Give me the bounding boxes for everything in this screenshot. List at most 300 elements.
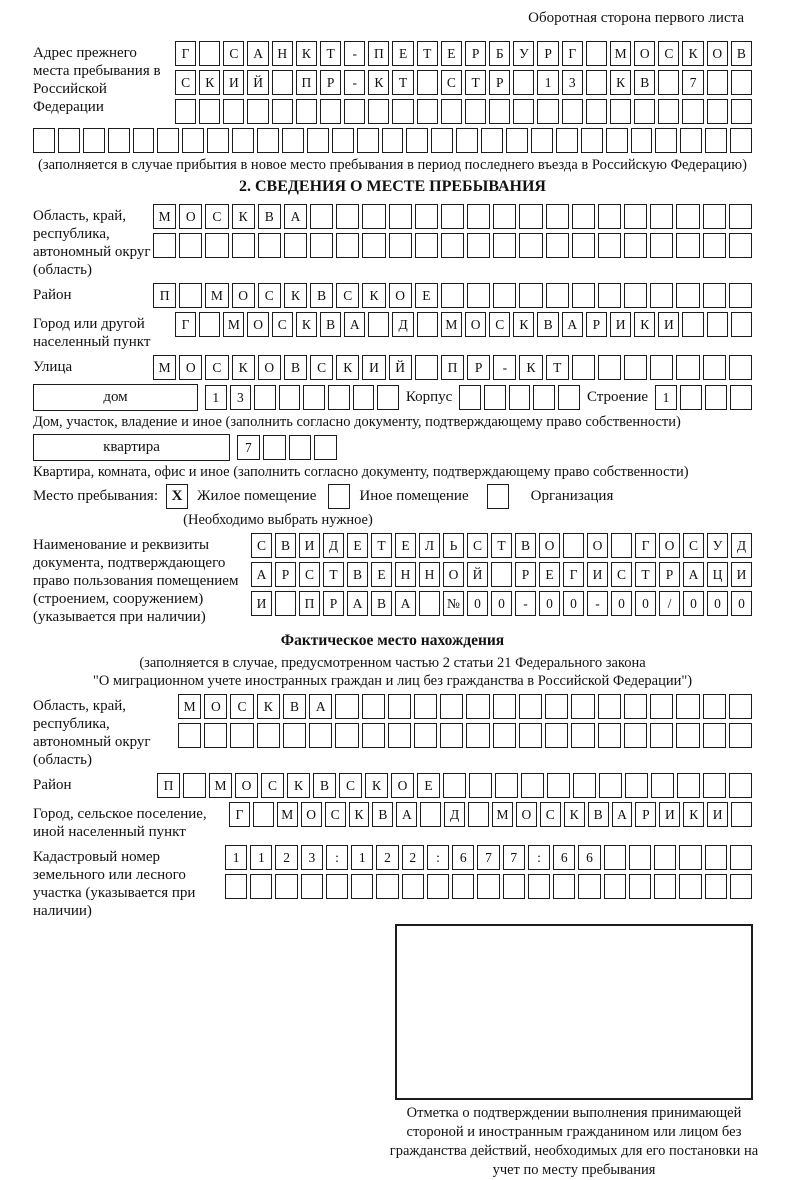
other-premises-checkbox [328,484,350,509]
char-box [441,204,464,229]
ownership-document-row-3 [251,591,752,616]
char-box [415,233,438,258]
char-box: В [537,312,558,337]
char-box [572,204,595,229]
char-box [253,802,274,827]
region-label: Область, край, республика, автономный округ (область) [33,208,151,278]
char-box [546,204,569,229]
char-box: 1 [351,845,373,870]
char-box [682,312,703,337]
char-box: Т [491,533,512,558]
char-box: С [441,70,462,95]
char-box [382,128,404,153]
char-box [604,874,626,899]
char-box: А [284,204,307,229]
char-box: : [528,845,550,870]
char-box: К [287,773,310,798]
char-box [546,233,569,258]
char-box [729,694,752,719]
char-box: С [611,562,632,587]
house-row [33,384,752,411]
char-box: - [587,591,608,616]
other-premises-option-label: Иное помещение [359,488,469,504]
char-box: - [515,591,536,616]
char-box [519,233,542,258]
char-box: А [612,802,633,827]
apartment-note: Квартира, комната, офис и иное (заполнить согласно документу, подтверждающему право собственности) [33,464,689,480]
region-row-1 [153,204,752,229]
char-box [441,99,462,124]
char-box: К [682,41,703,66]
char-box: - [344,70,365,95]
char-box [175,99,196,124]
char-box [563,533,584,558]
char-box [283,723,306,748]
char-box [604,845,626,870]
char-box: А [562,312,583,337]
char-box: Г [562,41,583,66]
char-box [481,128,503,153]
house-number-boxes [205,385,399,410]
char-box: К [336,355,359,380]
char-box [257,128,279,153]
char-box [731,802,752,827]
char-box [650,204,673,229]
char-box [676,233,699,258]
char-box [677,773,700,798]
char-box [493,723,516,748]
char-box [377,385,399,410]
char-box: В [731,41,752,66]
char-box: В [320,312,341,337]
char-box [705,845,727,870]
char-box [417,312,438,337]
char-box [493,233,516,258]
char-box [624,283,647,308]
char-box [388,723,411,748]
district-label: Район [33,287,72,303]
char-box [703,204,726,229]
char-box [578,874,600,899]
city-block [33,312,752,351]
char-box [606,128,628,153]
organization-checkbox [487,484,509,509]
char-box: О [247,312,268,337]
char-box: О [539,533,560,558]
char-box: 2 [402,845,424,870]
char-box: М [153,204,176,229]
char-box: С [223,41,244,66]
char-box [443,773,466,798]
char-box: Р [467,355,490,380]
char-box: Г [635,533,656,558]
street-row [153,355,752,380]
char-box: Р [489,70,510,95]
char-box [326,874,348,899]
previous-address-label: Адрес прежнего места пребывания в Российской Федерации [33,45,161,115]
char-box [624,694,647,719]
char-box: М [277,802,298,827]
char-box [310,233,333,258]
char-box: О [204,694,227,719]
char-box: С [325,802,346,827]
stay-type-row [33,484,752,509]
char-box: В [515,533,536,558]
char-box [705,128,727,153]
char-box [427,874,449,899]
residential-option-label: Жилое помещение [197,488,317,504]
char-box: Р [659,562,680,587]
char-box: М [441,312,462,337]
apartment-number-boxes [237,435,337,460]
char-box [572,283,595,308]
char-box: К [513,312,534,337]
char-box: С [299,562,320,587]
char-box: Р [586,312,607,337]
char-box [599,773,622,798]
char-box [230,723,253,748]
char-box: Т [323,562,344,587]
char-box: М [223,312,244,337]
ownership-document-row-2 [251,562,752,587]
char-box [528,874,550,899]
char-box: Е [347,533,368,558]
char-box: Р [537,41,558,66]
char-box: К [296,312,317,337]
char-box [598,233,621,258]
char-box [703,233,726,258]
char-box [573,773,596,798]
char-box [33,128,55,153]
char-box: П [299,591,320,616]
char-box [676,283,699,308]
char-box [493,204,516,229]
char-box: У [513,41,534,66]
char-box: Т [320,41,341,66]
char-box [440,723,463,748]
char-box: К [368,70,389,95]
char-box [419,591,440,616]
char-box: В [371,591,392,616]
char-box [729,355,752,380]
char-box: О [258,355,281,380]
char-box [558,385,580,410]
char-box: А [396,802,417,827]
char-box [650,694,673,719]
previous-address-row-1 [175,41,752,66]
char-box [357,128,379,153]
region-block [33,204,752,279]
char-box [336,204,359,229]
char-box [509,385,531,410]
char-box: И [587,562,608,587]
char-box [58,128,80,153]
char-box: О [301,802,322,827]
char-box [310,204,333,229]
char-box [441,283,464,308]
char-box: П [296,70,317,95]
actual-city-block [33,802,752,841]
char-box [250,874,272,899]
char-box [247,99,268,124]
char-box [676,723,699,748]
char-box [440,694,463,719]
char-box [232,128,254,153]
char-box [182,128,204,153]
char-box: 7 [503,845,525,870]
char-box [353,385,375,410]
char-box [468,802,489,827]
char-box [676,204,699,229]
char-box: Й [389,355,412,380]
char-box: С [489,312,510,337]
char-box: И [659,802,680,827]
char-box: О [235,773,258,798]
char-box [179,233,202,258]
char-box [272,99,293,124]
char-box [275,874,297,899]
char-box [489,99,510,124]
actual-district-label: Район [33,777,72,793]
char-box [362,233,385,258]
char-box [625,773,648,798]
char-box [655,128,677,153]
char-box [545,723,568,748]
char-box [204,723,227,748]
char-box: - [344,41,365,66]
char-box: № [443,591,464,616]
char-box: 0 [731,591,752,616]
char-box [466,723,489,748]
char-box [282,128,304,153]
char-box [467,204,490,229]
char-box: Т [465,70,486,95]
char-box: 0 [491,591,512,616]
ownership-document-label: Наименование и реквизиты документа, подтверждающего право пользования помещением (строением, сооружением) (указывается при наличии) [33,537,239,625]
cadastral-row-2 [225,874,752,899]
char-box: Е [371,562,392,587]
char-box [703,723,726,748]
char-box: А [247,41,268,66]
char-box: Е [539,562,560,587]
char-box: 7 [477,845,499,870]
char-box: Р [320,70,341,95]
char-box [624,204,647,229]
apartment-type-box: квартира [33,434,230,461]
char-box [493,694,516,719]
char-box [533,385,555,410]
char-box [729,204,752,229]
char-box: И [707,802,728,827]
char-box [634,99,655,124]
char-box: У [707,533,728,558]
char-box: О [179,204,202,229]
char-box: К [284,283,307,308]
city-label: Город или другой населенный пункт [33,316,151,350]
char-box: С [683,533,704,558]
char-box [225,874,247,899]
previous-address-block [33,41,752,124]
char-box [320,99,341,124]
region-row-2 [153,233,752,258]
char-box [199,99,220,124]
char-box [553,874,575,899]
char-box: О [179,355,202,380]
char-box: В [634,70,655,95]
cadastral-label: Кадастровый номер земельного или лесного участка (указывается при наличии) [33,849,196,919]
char-box: О [465,312,486,337]
char-box [521,773,544,798]
char-box [83,128,105,153]
char-box [682,99,703,124]
char-box [459,385,481,410]
char-box: И [223,70,244,95]
previous-address-row-4 [33,128,752,153]
char-box: 0 [539,591,560,616]
char-box [598,723,621,748]
char-box [731,70,752,95]
char-box: 0 [467,591,488,616]
char-box: Н [419,562,440,587]
page-side-note: Оборотная сторона первого листа [528,10,744,26]
char-box: А [251,562,272,587]
char-box: С [205,204,228,229]
char-box: И [610,312,631,337]
house-note: Дом, участок, владение и иное (заполнить согласно документу, подтверждающему право собственности) [33,414,681,430]
actual-district-row [157,773,752,798]
char-box: О [587,533,608,558]
char-box: О [659,533,680,558]
char-box [598,694,621,719]
char-box [562,99,583,124]
char-box: К [362,283,385,308]
char-box [730,845,752,870]
char-box [519,723,542,748]
char-box [513,99,534,124]
char-box: Г [175,312,196,337]
char-box [495,773,518,798]
char-box [629,874,651,899]
residential-checkbox: X [166,484,188,509]
char-box: Ц [707,562,728,587]
char-box [679,845,701,870]
char-box [465,99,486,124]
char-box: П [368,41,389,66]
char-box [729,723,752,748]
char-box [650,355,673,380]
char-box: Л [419,533,440,558]
char-box [469,773,492,798]
char-box: К [232,204,255,229]
char-box [651,773,674,798]
char-box [729,773,752,798]
char-box [650,283,673,308]
stay-type-note: (Необходимо выбрать нужное) [183,512,373,528]
char-box: М [178,694,201,719]
char-box: С [258,283,281,308]
char-box [545,694,568,719]
char-box: С [339,773,362,798]
confirmation-stamp-box [395,924,753,1100]
previous-address-row-3 [175,99,752,124]
actual-district-block [33,773,752,798]
char-box [729,233,752,258]
char-box: 1 [225,845,247,870]
confirmation-stamp-area [395,924,752,1100]
district-row [153,283,752,308]
char-box [254,385,276,410]
char-box [309,723,332,748]
char-box [303,385,325,410]
char-box: Е [415,283,438,308]
char-box [491,562,512,587]
char-box [332,128,354,153]
char-box [546,283,569,308]
char-box: Й [247,70,268,95]
char-box: 2 [376,845,398,870]
char-box: Б [489,41,510,66]
char-box: Т [546,355,569,380]
char-box: К [296,41,317,66]
char-box [658,99,679,124]
cadastral-block [33,845,752,920]
char-box [707,99,728,124]
char-box: Д [444,802,465,827]
char-box: С [310,355,333,380]
char-box: Й [467,562,488,587]
char-box: А [395,591,416,616]
char-box: Е [392,41,413,66]
stay-type-label: Место пребывания: [33,488,158,504]
char-box [650,723,673,748]
char-box [207,128,229,153]
char-box: 7 [237,435,260,460]
char-box: В [275,533,296,558]
char-box: Ь [443,533,464,558]
char-box [301,874,323,899]
char-box [415,355,438,380]
char-box: 7 [682,70,703,95]
char-box [519,694,542,719]
char-box [335,723,358,748]
char-box: А [344,312,365,337]
char-box [344,99,365,124]
char-box: К [257,694,280,719]
building-label: Корпус [405,389,453,405]
char-box [703,283,726,308]
char-box [178,723,201,748]
char-box: С [230,694,253,719]
char-box: В [284,355,307,380]
char-box: О [443,562,464,587]
char-box: С [658,41,679,66]
char-box: Д [731,533,752,558]
char-box: С [205,355,228,380]
char-box [467,283,490,308]
street-label: Улица [33,359,73,375]
char-box: М [205,283,228,308]
char-box [586,99,607,124]
char-box: 0 [635,591,656,616]
char-box [284,233,307,258]
char-box [556,128,578,153]
char-box: П [441,355,464,380]
actual-region-label: Область, край, республика, автономный округ (область) [33,698,151,768]
char-box [414,694,437,719]
char-box [402,874,424,899]
char-box [611,533,632,558]
char-box: В [588,802,609,827]
